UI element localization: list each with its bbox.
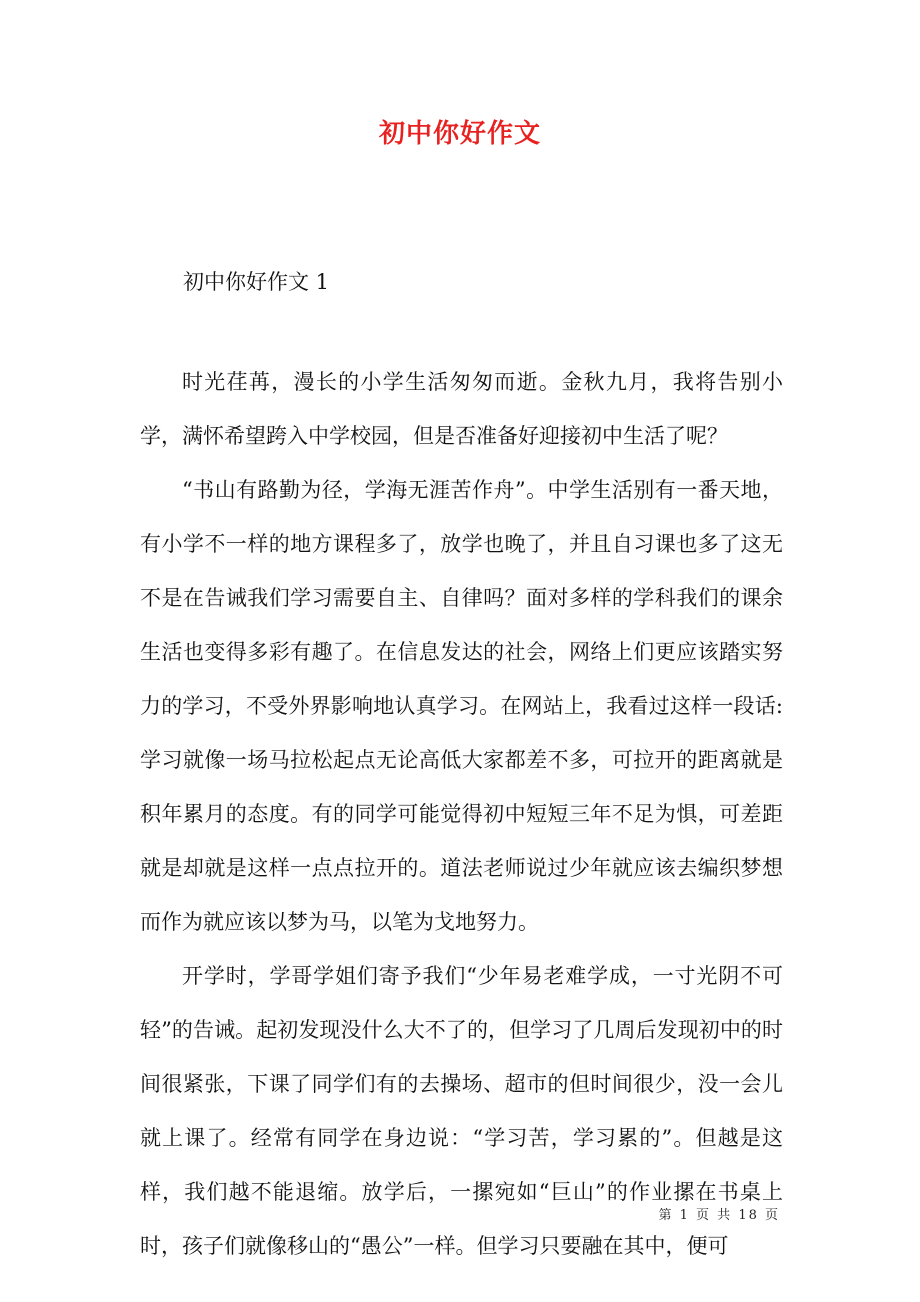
document-title: 初中你好作文 (378, 119, 541, 149)
document-body (140, 355, 783, 1273)
page-number: 第 1 页 共 18 页 (658, 1208, 780, 1223)
paragraph: 开学时，学哥学姐们寄予我们“少年易老难学成，一寸光阴不可轻”的告诫。起初发现没什么大不了的，但学习了几周后发现初中的时间很紧张，下课了同学们有的去操场、超市的但时间很少，没一会儿就上课了。经常有同学在身边说：“学习苦，学习累的”。但越是这样，我们越不能退缩。放学后，一摞宛如“巨山”的作业摞在书桌上时，孩子们就像移山的“愚公”一样。但学习只要融在其中，便可 (140, 964, 783, 1258)
paragraph: “书山有路勤为径，学海无涯苦作舟”。中学生活别有一番天地，有小学不一样的地方课程多了，放学也晚了，并且自习课也多了这无不是在告诫我们学习需要自主、自律吗？面对多样的学科我们的课余生活也变得多彩有趣了。在信息发达的社会，网络上们更应该踏实努力的学习，不受外界影响地认真学习。在网站上，我看过这样一段话:学习就像一场马拉松起点无论高低大家都差不多，可拉开的距离就是积年累月的态度。有的同学可能觉得初中短短三年不足为惧，可差距就是却就是这样一点点拉开的。道法老师说过少年就应该去编织梦想而作为就应该以梦为马，以笔为戈地努力。 (140, 478, 783, 934)
section-heading: 初中你好作文 1 (183, 270, 330, 294)
paragraph: 时光荏苒，漫长的小学生活匆匆而逝。金秋九月，我将告别小学，满怀希望跨入中学校园，但是否准备好迎接初中生活了呢？ (140, 370, 783, 448)
